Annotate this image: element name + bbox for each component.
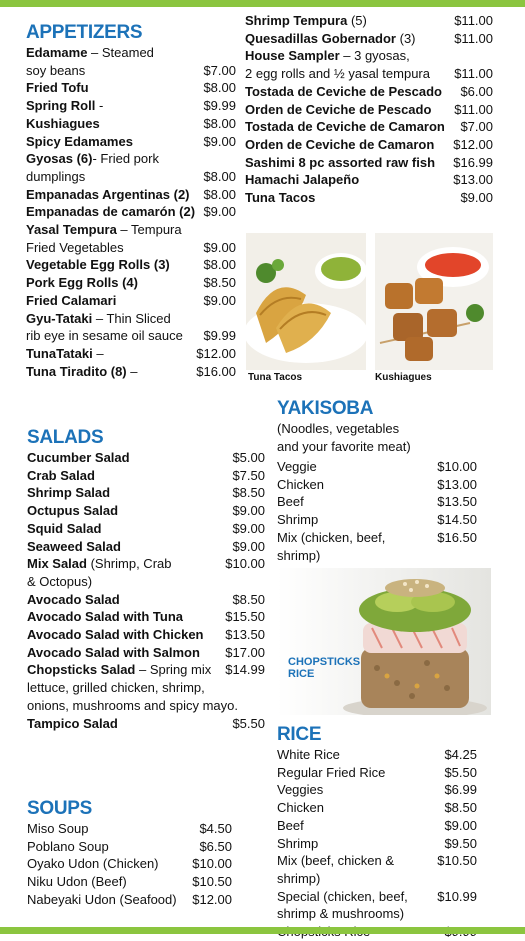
menu-item-description: Oyako Udon (Chicken) [27, 856, 159, 872]
menu-item-description: dumplings [26, 168, 86, 184]
appetizers-title: APPETIZERS [26, 22, 143, 43]
menu-item-bold-name: Tuna Tiradito (8) [26, 363, 127, 379]
menu-item-name [277, 529, 437, 547]
yakisoba-description-line2: and your favorite meat) [277, 439, 411, 454]
menu-item-bold-name: Tostada de Ceviche de Pescado [245, 83, 442, 99]
menu-item-description: Veggies [277, 782, 324, 798]
yakisoba-description-line1: (Noodles, vegetables [277, 421, 400, 436]
menu-item-row [277, 493, 477, 511]
menu-item-bold-name: Tostada de Ceviche de Camaron [245, 119, 445, 135]
menu-item-description: – Spring mix [135, 662, 212, 678]
menu-item-price: $4.50 [199, 821, 232, 836]
menu-item-price: $5.50 [444, 764, 477, 780]
menu-item-bold-name: Orden de Ceviche de Pescado [245, 101, 432, 117]
menu-item-bold-name: Hamachi Jalapeño [245, 172, 360, 188]
menu-item-description: Fried Vegetables [26, 239, 124, 255]
tuna-tacos-caption: Tuna Tacos [248, 372, 303, 383]
kushiagues-photo [375, 233, 493, 370]
appetizers-continued-list [245, 12, 493, 207]
menu-item-description: shrimp) [277, 547, 321, 563]
menu-item-price: $8.00 [203, 80, 236, 96]
menu-item-name [26, 310, 236, 328]
menu-item-row [27, 873, 232, 891]
menu-item-description: – 3 gyosas, [339, 48, 410, 64]
menu-item-name [27, 679, 265, 697]
menu-item-price: $6.99 [444, 782, 477, 798]
menu-item-bold-name: Empanadas de camarón (2) [26, 204, 196, 220]
chopsticks-rice-caption-line2: RICE [288, 668, 315, 680]
menu-item-row [26, 256, 236, 274]
appetizers-list [26, 44, 236, 380]
salads-title: SALADS [27, 427, 104, 448]
appetizers-continued-section [245, 12, 493, 207]
menu-item-price: $8.00 [203, 257, 236, 273]
menu-item-row [26, 115, 236, 133]
yakisoba-title: YAKISOBA [277, 398, 374, 419]
menu-item-description: – [126, 363, 138, 379]
menu-item-price: $15.50 [225, 609, 265, 625]
menu-item-row [26, 345, 236, 363]
menu-item-description: Miso Soup [27, 821, 89, 836]
menu-item-name [27, 591, 232, 609]
menu-item-price: $12.00 [453, 136, 493, 152]
menu-item-row [277, 852, 477, 887]
menu-item-price: $8.50 [232, 591, 265, 607]
menu-item-price: $8.50 [232, 485, 265, 501]
menu-item-row [277, 835, 477, 853]
menu-item-price: $9.00 [203, 133, 236, 149]
menu-item-bold-name: Sashimi 8 pc assorted raw fish [245, 154, 436, 170]
menu-item-price: $8.50 [203, 275, 236, 291]
menu-item-row [245, 154, 493, 172]
menu-item-row [26, 363, 236, 381]
menu-item-bold-name: Spring Roll [26, 98, 96, 114]
menu-item-row [27, 697, 265, 715]
menu-item-name [27, 873, 192, 891]
menu-item-row [245, 171, 493, 189]
menu-item-description: Poblano Soup [27, 838, 109, 854]
menu-item-price: $13.50 [225, 627, 265, 643]
menu-item-name [26, 239, 203, 257]
menu-item-name [245, 154, 453, 172]
menu-item-price: $12.00 [196, 345, 236, 361]
menu-item-name [26, 62, 203, 80]
menu-item-price: $13.50 [437, 494, 477, 510]
menu-item-description: – Tempura [116, 222, 182, 238]
menu-item-row [277, 905, 477, 923]
menu-item-description: - Fried pork [92, 151, 159, 167]
menu-item-row [245, 30, 493, 48]
menu-item-price: $4.25 [444, 747, 477, 762]
menu-item-name [277, 799, 444, 817]
rice-section [277, 724, 477, 941]
menu-item-name [245, 118, 460, 136]
menu-item-price: $11.00 [454, 13, 493, 28]
menu-item-description: Mix (chicken, beef, [277, 529, 386, 545]
menu-item-name [27, 573, 265, 591]
menu-item-price: $10.50 [437, 853, 477, 869]
chopsticks-rice-caption-line1: CHOPSTICKS [288, 656, 361, 668]
menu-item-name [27, 520, 232, 538]
menu-item-name [26, 221, 236, 239]
menu-item-price: $8.00 [203, 168, 236, 184]
menu-item-bold-name: Gyosas (6) [26, 151, 93, 167]
menu-item-bold-name: Avocado Salad with Chicken [27, 627, 204, 643]
menu-item-row [277, 817, 477, 835]
menu-item-row [26, 133, 236, 151]
menu-item-bold-name: Kushiagues [26, 115, 100, 131]
menu-item-bold-name: Gyu-Tataki [26, 310, 93, 326]
menu-item-row [26, 274, 236, 292]
menu-item-name [27, 467, 232, 485]
menu-item-row [245, 12, 493, 30]
menu-item-name [26, 79, 203, 97]
menu-item-name [277, 852, 437, 887]
bottom-accent-bar [0, 927, 525, 934]
menu-item-name [27, 626, 225, 644]
menu-item-price: $9.00 [203, 239, 236, 255]
menu-item-row [277, 764, 477, 782]
menu-item-price: $9.00 [203, 292, 236, 308]
menu-item-description: Shrimp [277, 835, 319, 851]
menu-item-row [277, 529, 477, 547]
menu-item-price: $10.00 [437, 459, 477, 474]
menu-item-bold-name: Seaweed Salad [27, 538, 121, 554]
menu-item-description: rib eye in sesame oil sauce [26, 328, 183, 344]
menu-item-price: $16.50 [437, 529, 477, 545]
menu-item-price: $7.50 [232, 467, 265, 483]
menu-item-row [27, 891, 232, 909]
menu-item-row [277, 511, 477, 529]
menu-item-description: – [92, 345, 104, 361]
menu-item-price: $7.00 [203, 62, 236, 78]
menu-item-row [27, 502, 265, 520]
menu-item-price: $9.00 [203, 204, 236, 220]
menu-item-price: $9.50 [444, 835, 477, 851]
menu-item-name [277, 835, 444, 853]
menu-item-price: $5.00 [232, 450, 265, 465]
menu-item-price: $11.00 [454, 30, 493, 46]
menu-item-price: $17.00 [225, 644, 265, 660]
menu-item-name [27, 449, 232, 467]
menu-item-price: $13.00 [453, 172, 493, 188]
menu-item-row [277, 746, 477, 764]
menu-item-price: $10.00 [225, 556, 265, 572]
menu-item-name [245, 136, 453, 154]
menu-item-row [26, 221, 236, 239]
menu-item-name [26, 150, 236, 168]
salads-list [27, 449, 265, 732]
menu-item-row [26, 79, 236, 97]
menu-item-name [26, 363, 196, 381]
menu-item-description: Chicken [277, 800, 324, 816]
menu-item-name [277, 888, 437, 906]
menu-item-row [245, 83, 493, 101]
menu-item-name [277, 476, 437, 494]
kushiagues-image [375, 233, 493, 370]
menu-item-price: $14.50 [437, 512, 477, 528]
menu-item-row [27, 661, 265, 679]
menu-item-name [245, 83, 460, 101]
menu-item-name [245, 12, 454, 30]
yakisoba-list [277, 458, 477, 564]
menu-item-name [245, 171, 453, 189]
menu-item-name [277, 547, 477, 565]
menu-item-row [245, 189, 493, 207]
kushiagues-caption: Kushiagues [375, 372, 432, 383]
menu-item-price: $9.00 [232, 503, 265, 519]
chopsticks-rice-image [277, 568, 491, 715]
menu-item-row [27, 449, 265, 467]
menu-item-name [277, 764, 444, 782]
menu-item-bold-name: Shrimp Tempura [245, 13, 348, 28]
menu-item-description: shrimp & mushrooms) [277, 906, 405, 922]
menu-item-name [26, 203, 203, 221]
appetizers-section [26, 22, 236, 380]
menu-item-name [26, 97, 203, 115]
menu-item-bold-name: Edamame [26, 45, 88, 60]
menu-item-row [245, 101, 493, 119]
yakisoba-section [277, 398, 477, 564]
menu-item-bold-name: Yasal Tempura [26, 222, 117, 238]
menu-item-row [245, 118, 493, 136]
menu-item-price: $10.99 [437, 888, 477, 904]
menu-item-row [26, 97, 236, 115]
menu-item-price: $9.00 [444, 817, 477, 833]
menu-item-price: $8.00 [203, 186, 236, 202]
menu-item-row [27, 626, 265, 644]
menu-item-bold-name: Avocado Salad with Tuna [27, 609, 184, 625]
menu-item-row [27, 679, 265, 697]
menu-item-name [27, 855, 192, 873]
menu-item-name [277, 905, 477, 923]
menu-item-description: Chicken [277, 476, 324, 492]
menu-item-description: (Shrimp, Crab [86, 556, 172, 572]
menu-item-bold-name: Tampico Salad [27, 715, 118, 731]
menu-item-price: $9.00 [232, 520, 265, 536]
menu-item-bold-name: Cucumber Salad [27, 450, 130, 465]
menu-item-bold-name: Squid Salad [27, 520, 102, 536]
menu-item-description: Nabeyaki Udon (Seafood) [27, 891, 177, 907]
menu-item-bold-name: Quesadillas Gobernador [245, 30, 396, 46]
menu-item-name [26, 168, 203, 186]
menu-item-name [26, 327, 203, 345]
menu-item-bold-name: Empanadas Argentinas (2) [26, 186, 190, 202]
menu-item-row [27, 555, 265, 573]
menu-item-row [26, 150, 236, 168]
menu-item-row [27, 591, 265, 609]
menu-item-price: $5.50 [232, 715, 265, 731]
menu-item-name [26, 292, 203, 310]
menu-item-name [277, 493, 437, 511]
soups-section [27, 798, 232, 909]
menu-item-name [27, 715, 232, 733]
menu-item-name [245, 47, 493, 65]
rice-title: RICE [277, 724, 322, 745]
tuna-tacos-photo [246, 233, 366, 370]
menu-item-name [26, 115, 203, 133]
menu-item-price: $6.50 [199, 838, 232, 854]
menu-item-bold-name: TunaTataki [26, 345, 93, 361]
menu-item-price: $16.99 [453, 154, 493, 170]
menu-item-row [27, 520, 265, 538]
rice-list [277, 746, 477, 941]
menu-item-name [277, 511, 437, 529]
menu-item-name [27, 608, 225, 626]
menu-item-row [277, 458, 477, 476]
menu-item-description: Beef [277, 494, 304, 510]
menu-item-bold-name: Fried Calamari [26, 292, 117, 308]
menu-item-row [26, 168, 236, 186]
menu-item-name [27, 484, 232, 502]
menu-item-row [277, 781, 477, 799]
menu-item-price: $10.50 [192, 874, 232, 890]
menu-item-name [27, 502, 232, 520]
menu-item-description: Special (chicken, beef, [277, 888, 408, 904]
menu-item-bold-name: Mix Salad [27, 556, 87, 572]
menu-item-row [26, 44, 236, 62]
menu-item-bold-name: Avocado Salad with Salmon [27, 644, 200, 660]
menu-item-price: $16.00 [196, 363, 236, 379]
menu-item-price: $8.50 [444, 800, 477, 816]
menu-item-name [27, 820, 199, 838]
menu-item-price: $6.00 [460, 83, 493, 99]
menu-item-description: – Steamed [87, 45, 154, 60]
menu-item-price: $9.00 [460, 190, 493, 206]
menu-item-row [27, 484, 265, 502]
soups-title: SOUPS [27, 798, 93, 819]
menu-item-row [26, 292, 236, 310]
top-accent-bar [0, 0, 525, 7]
menu-item-row [27, 608, 265, 626]
menu-item-row [26, 186, 236, 204]
menu-item-description: 2 egg rolls and ½ yasal tempura [245, 66, 430, 82]
menu-item-bold-name: Spicy Edamames [26, 133, 133, 149]
menu-item-description: (3) [396, 30, 416, 46]
menu-item-bold-name: Pork Egg Rolls (4) [26, 275, 138, 291]
menu-item-price: $8.00 [203, 115, 236, 131]
menu-item-row [245, 65, 493, 83]
menu-item-description: onions, mushrooms and spicy mayo. [27, 697, 238, 713]
menu-item-name [245, 189, 460, 207]
menu-item-name [26, 345, 196, 363]
menu-item-name [26, 133, 203, 151]
menu-item-description: Regular Fried Rice [277, 764, 386, 780]
salads-section [27, 427, 265, 732]
menu-item-description: Beef [277, 817, 304, 833]
menu-item-row [27, 467, 265, 485]
menu-item-row [26, 203, 236, 221]
menu-item-row [27, 715, 265, 733]
menu-item-row [277, 799, 477, 817]
menu-item-description: & Octopus) [27, 573, 93, 589]
menu-item-name [26, 256, 203, 274]
menu-item-row [27, 573, 265, 591]
menu-item-description: (5) [347, 13, 367, 28]
menu-item-row [27, 855, 232, 873]
menu-item-price: $13.00 [437, 476, 477, 492]
menu-item-name [277, 781, 444, 799]
menu-item-description: Veggie [277, 459, 317, 474]
menu-item-description: White Rice [277, 747, 340, 762]
menu-item-row [27, 644, 265, 662]
menu-item-price: $14.99 [225, 662, 265, 678]
menu-item-name [26, 186, 203, 204]
menu-item-description: Niku Udon (Beef) [27, 874, 127, 890]
menu-item-price: $9.00 [232, 538, 265, 554]
menu-item-name [277, 458, 437, 476]
menu-item-name [27, 538, 232, 556]
menu-item-row [26, 327, 236, 345]
menu-item-name [277, 746, 444, 764]
menu-item-price: $12.00 [192, 891, 232, 907]
menu-item-row [277, 476, 477, 494]
menu-item-name [27, 891, 192, 909]
menu-item-name [27, 555, 225, 573]
menu-item-row [27, 538, 265, 556]
menu-item-row [27, 820, 232, 838]
chopsticks-rice-photo [277, 568, 491, 715]
menu-item-row [245, 136, 493, 154]
chopsticks-rice-caption [288, 656, 360, 680]
menu-item-row [277, 547, 477, 565]
menu-item-row [277, 888, 477, 906]
menu-item-description: soy beans [26, 62, 86, 78]
soups-list [27, 820, 232, 909]
menu-item-row [26, 239, 236, 257]
menu-item-description: Mix (beef, chicken & shrimp) [277, 853, 395, 886]
menu-item-bold-name: House Sampler [245, 48, 340, 64]
menu-item-bold-name: Avocado Salad [27, 591, 120, 607]
menu-item-price: $10.00 [192, 856, 232, 872]
menu-item-bold-name: Vegetable Egg Rolls (3) [26, 257, 170, 273]
menu-item-description: - [95, 98, 104, 114]
menu-item-price: $11.00 [454, 66, 493, 82]
menu-item-name [26, 44, 236, 62]
tuna-tacos-image [246, 233, 366, 370]
menu-item-name [27, 697, 265, 715]
menu-item-name [245, 65, 454, 83]
menu-item-row [26, 310, 236, 328]
menu-item-price: $9.99 [203, 98, 236, 114]
menu-item-bold-name: Octupus Salad [27, 503, 119, 519]
menu-item-name [27, 644, 225, 662]
menu-item-name [245, 101, 454, 119]
menu-item-row [27, 838, 232, 856]
menu-item-name [27, 838, 199, 856]
menu-item-name [245, 30, 454, 48]
menu-item-row [26, 62, 236, 80]
menu-item-price: $9.99 [203, 328, 236, 344]
menu-item-bold-name: Fried Tofu [26, 80, 89, 96]
menu-item-name [26, 274, 203, 292]
menu-item-bold-name: Crab Salad [27, 467, 95, 483]
menu-item-bold-name: Chopsticks Salad [27, 662, 136, 678]
menu-item-description: – Thin Sliced [92, 310, 171, 326]
menu-item-description: Shrimp [277, 512, 319, 528]
menu-item-bold-name: Tuna Tacos [245, 190, 316, 206]
menu-item-row [245, 47, 493, 65]
menu-item-name [27, 661, 225, 679]
menu-item-bold-name: Orden de Ceviche de Camaron [245, 136, 435, 152]
menu-item-description: lettuce, grilled chicken, shrimp, [27, 680, 205, 696]
menu-item-price: $11.00 [454, 101, 493, 117]
menu-item-bold-name: Shrimp Salad [27, 485, 111, 501]
menu-item-price: $7.00 [460, 119, 493, 135]
menu-item-name [277, 817, 444, 835]
